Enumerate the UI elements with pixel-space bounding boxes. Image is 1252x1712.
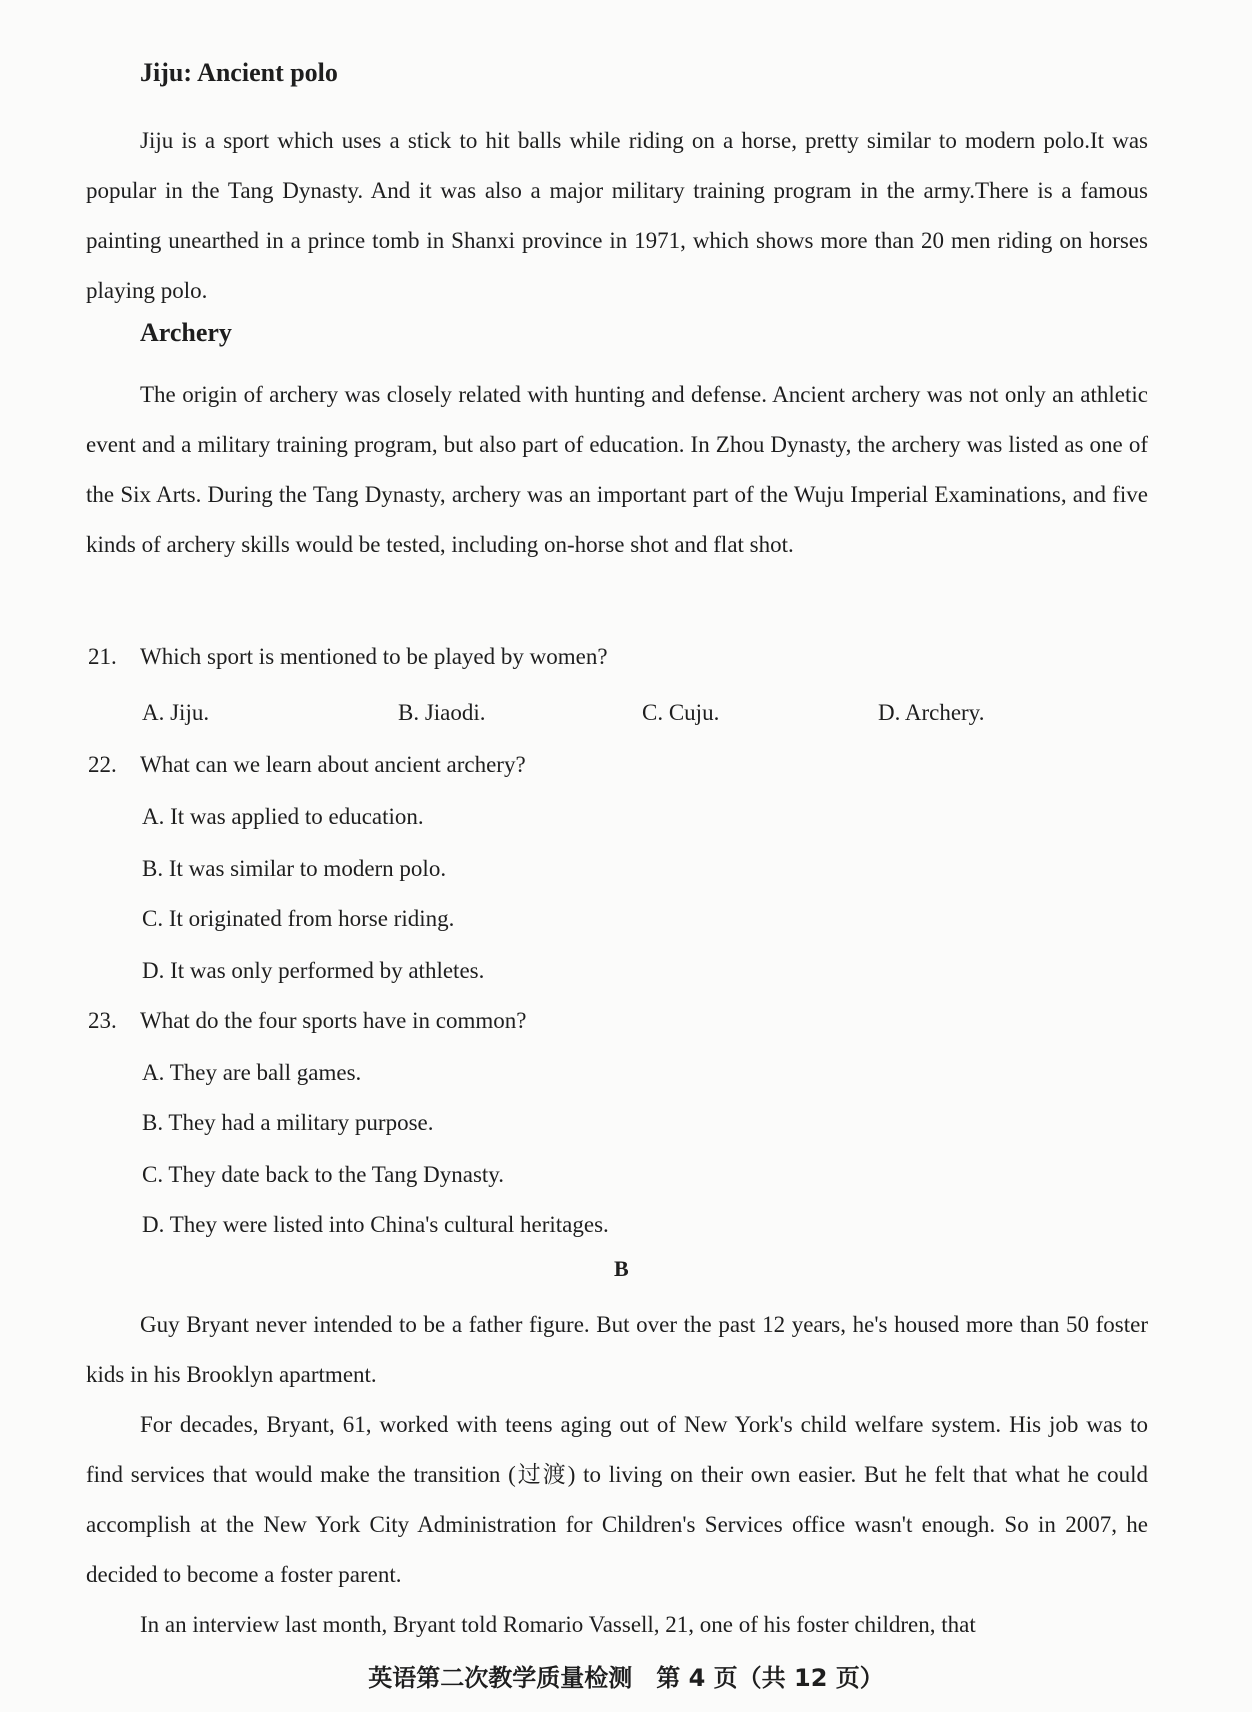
passage-b-paragraph-1: Guy Bryant never intended to be a father figure. But over the past 12 years, he's housed more than 50 foster kids in his Brooklyn apartment. <box>86 1312 1148 1387</box>
question-stem: Which sport is mentioned to be played by women? <box>140 644 608 669</box>
option-a: A. They are ball games. <box>142 1060 362 1085</box>
option-c: C. They date back to the Tang Dynasty. <box>142 1162 505 1187</box>
option-d: D. They were listed into China's cultural heritages. <box>142 1212 609 1237</box>
question-stem: What can we learn about ancient archery? <box>140 752 526 777</box>
question-22 <box>88 752 526 778</box>
question-stem: What do the four sports have in common? <box>140 1008 527 1033</box>
option-a: A. It was applied to education. <box>142 804 424 829</box>
passage-b-letter: B <box>614 1256 629 1281</box>
option-b: B. They had a military purpose. <box>142 1110 434 1135</box>
archery-heading: Archery <box>140 318 232 347</box>
option-b: B. It was similar to modern polo. <box>142 856 447 881</box>
question-number: 22. <box>88 752 117 777</box>
question-23 <box>88 1008 526 1034</box>
archery-paragraph: The origin of archery was closely related with hunting and defense. Ancient archery was not only an athletic event and a military training program, but also part of education. In Zhou Dynasty, the archery was listed as one of the Six Arts. During the Tang Dynasty, archery was an important part of the Wuju Imperial Examinations, and five kinds of archery skills would be tested, including on-horse shot and flat shot. <box>86 382 1148 557</box>
option-d: D. Archery. <box>878 700 985 725</box>
question-number: 23. <box>88 1008 117 1033</box>
passage-b-paragraph-3: In an interview last month, Bryant told Romario Vassell, 21, one of his foster children, that <box>140 1612 976 1637</box>
passage-b-paragraph-2: For decades, Bryant, 61, worked with teens aging out of New York's child welfare system. His job was to find services that would make the transition (过渡) to living on their own easier. But he felt that what he could accomplish at the New York City Administration for Children's Services office wasn't enough. So in 2007, he decided to become a foster parent. <box>86 1412 1148 1587</box>
jiju-heading: Jiju: Ancient polo <box>140 58 338 87</box>
option-a: A. Jiju. <box>142 700 210 725</box>
question-21 <box>88 644 608 670</box>
question-number: 21. <box>88 644 117 669</box>
page-footer: 英语第二次教学质量检测 第 4 页（共 12 页） <box>368 1664 884 1692</box>
option-d: D. It was only performed by athletes. <box>142 958 485 983</box>
question-21-options <box>142 700 1142 734</box>
option-b: B. Jiaodi. <box>398 700 486 725</box>
option-c: C. It originated from horse riding. <box>142 906 455 931</box>
option-c: C. Cuju. <box>642 700 720 725</box>
jiju-paragraph: Jiju is a sport which uses a stick to hit balls while riding on a horse, pretty similar to modern polo.It was popular in the Tang Dynasty. And it was also a major military training program in the army.There is a famous painting unearthed in a prince tomb in Shanxi province in 1971, which shows more than 20 men riding on horses playing polo. <box>86 128 1148 303</box>
